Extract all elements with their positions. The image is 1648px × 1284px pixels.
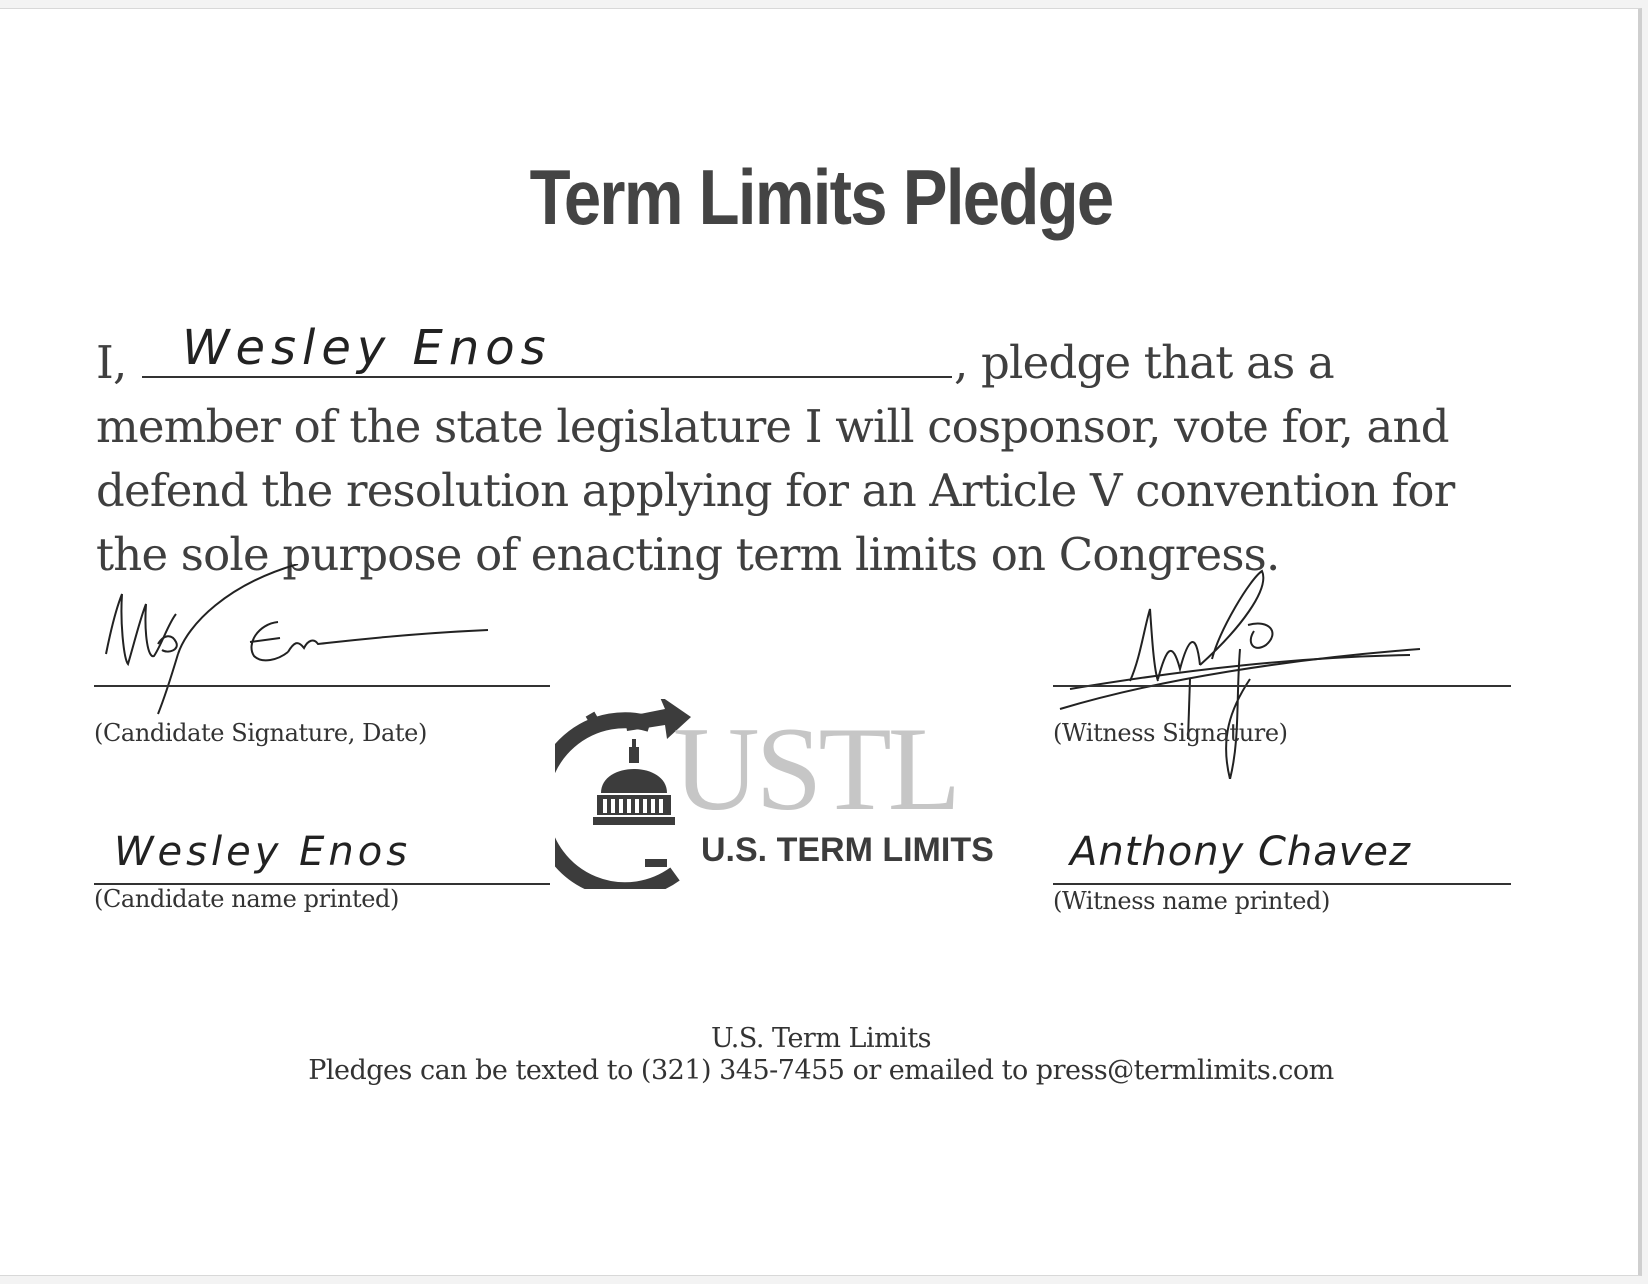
pledge-body: of the state legislature I will cosponsor, vote for, and defend the resolution applying for an Article V convention for the sole purpose of enacting term limits on Congress. (96, 400, 1455, 581)
pledge-text (96, 320, 1526, 587)
witness-signature-line (1053, 685, 1511, 687)
pledge-name-blank (142, 320, 952, 378)
candidate-signature (98, 564, 518, 724)
pledge-first-line-rest: , pledge that as a member (96, 336, 1334, 453)
witness-name-line (1053, 883, 1511, 885)
candidate-name-caption: (Candidate name printed) (94, 885, 399, 913)
footer-org: U.S. Term Limits (710, 1023, 932, 1054)
logo-tagline: U.S. TERM LIMITS (701, 831, 994, 869)
candidate-signature-line (94, 685, 550, 687)
candidate-name-handwritten: Wesley Enos (114, 829, 412, 875)
pledge-name-handwritten: Wesley Enos (182, 320, 552, 376)
witness-name-handwritten: Anthony Chavez (1070, 829, 1412, 875)
witness-name-caption: (Witness name printed) (1053, 887, 1330, 915)
witness-signature (1040, 569, 1440, 779)
pledge-prefix: I, (96, 336, 127, 389)
pledge-page (0, 8, 1642, 1276)
footer-contact: Pledges can be texted to (321) 345-7455 or emailed to press@termlimits.com (308, 1055, 1334, 1086)
logo-wordmark: USTL (673, 702, 957, 835)
candidate-signature-caption: (Candidate Signature, Date) (94, 719, 427, 747)
witness-signature-caption: (Witness Signature) (1053, 719, 1288, 747)
stopwatch-icon (555, 699, 691, 889)
document-title: Term Limits Pledge (529, 153, 1113, 241)
ustl-logo (555, 699, 1025, 889)
